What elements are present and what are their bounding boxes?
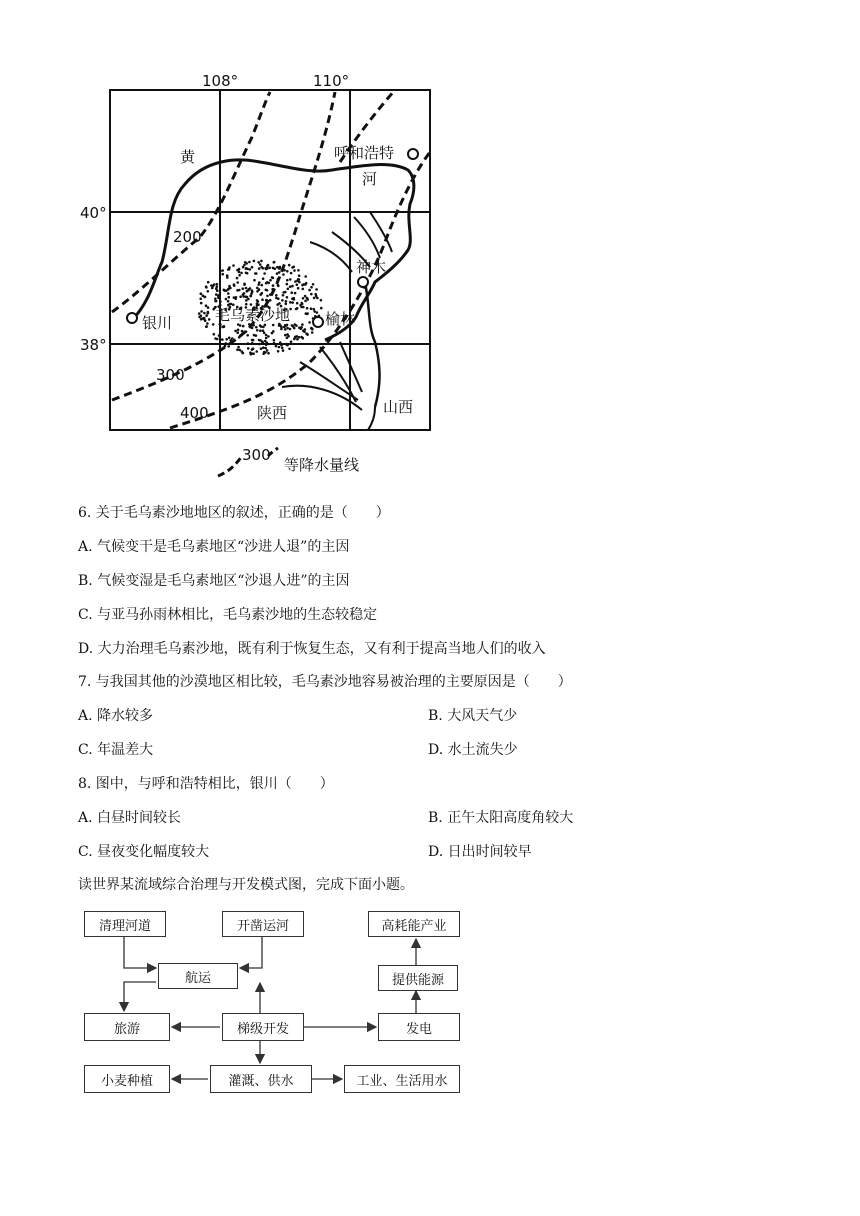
city-yinchuan-marker	[127, 313, 137, 323]
flowchart	[70, 905, 470, 1095]
question-8-stem: 8. 图中，与呼和浩特相比，银川（ ）	[78, 776, 334, 792]
node-energy-intensive-industry: 高耗能产业	[368, 911, 460, 937]
lon-label-108: 108°	[202, 72, 239, 90]
node-dig-canal: 开凿运河	[222, 911, 304, 937]
node-irrigation-water: 灌溉、供水	[210, 1065, 312, 1093]
question-7-option-b: B. 大风天气少	[428, 708, 518, 724]
node-wheat-planting: 小麦种植	[84, 1065, 170, 1093]
tributary	[310, 242, 352, 272]
legend-dashed-line	[218, 456, 242, 476]
node-shipping: 航运	[158, 963, 238, 989]
node-power-generation: 发电	[378, 1013, 460, 1041]
city-yulin-label: 榆林	[325, 310, 356, 328]
question-6-option-a: A. 气候变干是毛乌素地区“沙进人退”的主因	[78, 539, 350, 555]
node-clear-river: 清理河道	[84, 911, 166, 937]
node-industrial-domestic-water: 工业、生活用水	[344, 1065, 460, 1093]
node-energy-supply: 提供能源	[378, 965, 458, 991]
legend-label: 等降水量线	[284, 456, 360, 474]
lon-label-110: 110°	[313, 72, 350, 90]
question-6-stem: 6. 关于毛乌素沙地地区的叙述，正确的是（ ）	[78, 505, 390, 521]
node-cascade-development: 梯级开发	[222, 1013, 304, 1041]
region-label: 毛乌素沙地	[215, 306, 291, 324]
city-shenmu-marker	[358, 277, 368, 287]
question-6-option-d: D. 大力治理毛乌素沙地，既有利于恢复生态，又有利于提高当地人们的收入	[78, 641, 546, 657]
question-6-option-b: B. 气候变湿是毛乌素地区“沙退人进”的主因	[78, 573, 350, 589]
tributary	[370, 212, 392, 252]
city-hohhot-label: 呼和浩特	[334, 144, 395, 162]
city-shenmu-label: 神木	[356, 258, 387, 276]
city-yinchuan-label: 银川	[142, 314, 173, 332]
isohyet-label-200: 200	[173, 228, 202, 246]
river-char-he: 河	[362, 170, 378, 188]
question-6-option-c: C. 与亚马孙雨林相比，毛乌素沙地的生态较稳定	[78, 607, 378, 623]
isohyet-300	[112, 92, 335, 400]
question-7-option-a: A. 降水较多	[78, 708, 154, 724]
province-shanxi: 山西	[383, 398, 414, 416]
intro-text: 读世界某流域综合治理与开发模式图，完成下面小题。	[78, 877, 414, 893]
city-hohhot-marker	[408, 149, 418, 159]
isohyet-label-400: 400	[180, 404, 209, 422]
map-figure	[70, 62, 490, 492]
city-yulin-marker	[313, 317, 323, 327]
tributary	[368, 407, 375, 430]
question-8-option-c: C. 昼夜变化幅度较大	[78, 844, 210, 860]
question-7-option-c: C. 年温差大	[78, 742, 154, 758]
map-svg	[70, 62, 490, 492]
question-7-option-d: D. 水土流失少	[428, 742, 518, 758]
lat-label-38: 38°	[80, 336, 107, 354]
river-char-huang: 黄	[180, 148, 196, 166]
question-7-stem: 7. 与我国其他的沙漠地区相比较，毛乌素沙地容易被治理的主要原因是（ ）	[78, 674, 572, 690]
node-tourism: 旅游	[84, 1013, 170, 1041]
question-8-option-b: B. 正午太阳高度角较大	[428, 810, 574, 826]
legend-value: 300	[242, 446, 271, 464]
question-8-option-a: A. 白昼时间较长	[78, 810, 182, 826]
isohyet-200	[112, 92, 270, 312]
province-shaanxi: 陕西	[257, 404, 288, 422]
lat-label-40: 40°	[80, 204, 107, 222]
question-8-option-d: D. 日出时间较早	[428, 844, 532, 860]
isohyet-label-300: 300	[156, 366, 185, 384]
